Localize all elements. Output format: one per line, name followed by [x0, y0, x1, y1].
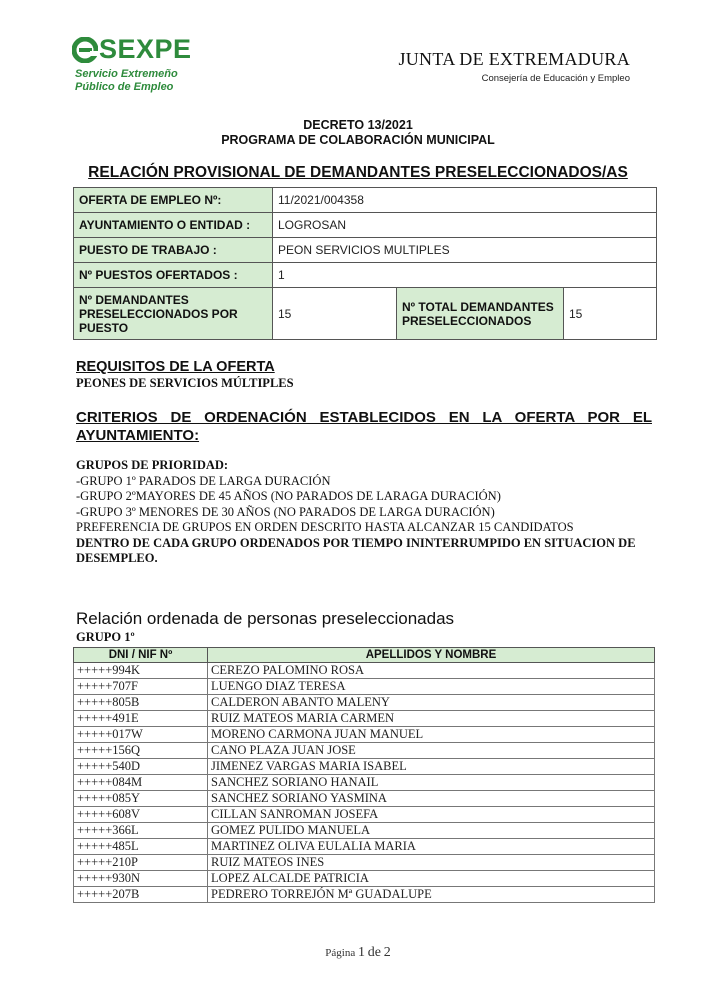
decree-line2: PROGRAMA DE COLABORACIÓN MUNICIPAL — [221, 133, 495, 147]
table-row — [74, 743, 655, 759]
table-row — [74, 188, 657, 213]
nombre-cell: RUIZ MATEOS INES — [208, 855, 655, 871]
total-dem-label: Nº TOTAL DEMANDANTES PRESELECCIONADOS — [397, 288, 564, 340]
junta-subtitle: Consejería de Educación y Empleo — [481, 73, 630, 84]
table-header-row — [74, 648, 655, 663]
dni-cell: +++++994K — [74, 663, 208, 679]
dni-cell: +++++156Q — [74, 743, 208, 759]
table-row — [74, 791, 655, 807]
total-dem-value: 15 — [564, 288, 657, 340]
dentro-text: DENTRO DE CADA GRUPO ORDENADOS POR TIEMPO ININTERRUMPIDO EN SITUACION DE DESEMPLEO. — [76, 535, 636, 565]
dni-cell: +++++540D — [74, 759, 208, 775]
lista-title: Relación ordenada de personas preseleccionadas — [76, 609, 455, 628]
table-row — [74, 213, 657, 238]
grupo-label: GRUPO 1º — [76, 630, 135, 644]
col-nombre-header: APELLIDOS Y NOMBRE — [208, 648, 655, 663]
decree-line1: DECRETO 13/2021 — [303, 118, 413, 132]
num-puestos-label: Nº PUESTOS OFERTADOS : — [74, 263, 273, 288]
dni-cell: +++++485L — [74, 839, 208, 855]
nombre-cell: LUENGO DIAZ TERESA — [208, 679, 655, 695]
nombre-cell: MARTINEZ OLIVA EULALIA MARIA — [208, 839, 655, 855]
candidates-body — [74, 663, 655, 903]
table-row — [74, 238, 657, 263]
page-total: 2 — [383, 945, 391, 960]
num-puestos-value: 1 — [273, 263, 657, 288]
nombre-cell: MORENO CARMONA JUAN MANUEL — [208, 727, 655, 743]
dni-cell: +++++017W — [74, 727, 208, 743]
table-row — [74, 288, 657, 340]
offer-info-table — [73, 187, 657, 340]
criterios-heading-line2: AYUNTAMIENTO: — [76, 427, 200, 444]
logo-subtitle — [75, 68, 178, 94]
nombre-cell: GOMEZ PULIDO MANUELA — [208, 823, 655, 839]
col-dni-header: DNI / NIF Nº — [74, 648, 208, 663]
ayuntamiento-label: AYUNTAMIENTO O ENTIDAD : — [74, 213, 273, 238]
grupo2-text: -GRUPO 2ºMAYORES DE 45 AÑOS (NO PARADOS DE LARAGA DURACIÓN) — [76, 489, 501, 503]
dni-cell: +++++608V — [74, 807, 208, 823]
criterios-heading-line1: CRITERIOS DE ORDENACIÓN ESTABLECIDOS EN LA OFERTA POR EL — [76, 409, 652, 426]
de-label: de — [367, 945, 381, 960]
oferta-label: OFERTA DE EMPLEO Nº: — [74, 188, 273, 213]
requisitos-value: PEONES DE SERVICIOS MÚLTIPLES — [76, 376, 294, 390]
dem-por-puesto-value: 15 — [273, 288, 397, 340]
table-row — [74, 855, 655, 871]
puesto-value: PEON SERVICIOS MULTIPLES — [273, 238, 657, 263]
page-footer — [0, 945, 716, 961]
table-row — [74, 775, 655, 791]
table-row — [74, 759, 655, 775]
nombre-cell: RUIZ MATEOS MARIA CARMEN — [208, 711, 655, 727]
nombre-cell: CEREZO PALOMINO ROSA — [208, 663, 655, 679]
nombre-cell: SANCHEZ SORIANO YASMINA — [208, 791, 655, 807]
table-row — [74, 887, 655, 903]
dni-cell: +++++207B — [74, 887, 208, 903]
logo-name: SEXPE — [99, 34, 192, 64]
dni-cell: +++++084M — [74, 775, 208, 791]
nombre-cell: PEDRERO TORREJÓN Mª GUADALUPE — [208, 887, 655, 903]
grupos-heading: GRUPOS DE PRIORIDAD: — [76, 458, 229, 472]
sexpe-e-icon — [72, 37, 98, 63]
table-row — [74, 695, 655, 711]
table-row — [74, 711, 655, 727]
logo-sub-line1: Servicio Extremeño — [75, 68, 178, 80]
nombre-cell: SANCHEZ SORIANO HANAIL — [208, 775, 655, 791]
nombre-cell: CANO PLAZA JUAN JOSE — [208, 743, 655, 759]
table-row — [74, 727, 655, 743]
junta-header — [398, 49, 630, 84]
oferta-value: 11/2021/004358 — [273, 188, 657, 213]
grupo3-text: -GRUPO 3º MENORES DE 30 AÑOS (NO PARADOS DE LARGA DURACIÓN) — [76, 504, 495, 519]
dni-cell: +++++366L — [74, 823, 208, 839]
table-row — [74, 823, 655, 839]
requisitos-heading: REQUISITOS DE LA OFERTA — [76, 359, 275, 375]
table-row — [74, 663, 655, 679]
decree-heading — [0, 118, 716, 148]
table-row — [74, 263, 657, 288]
table-row — [74, 807, 655, 823]
nombre-cell: LOPEZ ALCALDE PATRICIA — [208, 871, 655, 887]
dni-cell: +++++707F — [74, 679, 208, 695]
puesto-label: PUESTO DE TRABAJO : — [74, 238, 273, 263]
preferencia-text: PREFERENCIA DE GRUPOS EN ORDEN DESCRITO HASTA ALCANZAR 15 CANDIDATOS — [76, 520, 574, 534]
nombre-cell: CILLAN SANROMAN JOSEFA — [208, 807, 655, 823]
table-row — [74, 679, 655, 695]
sexpe-logo — [72, 34, 252, 96]
dni-cell: +++++085Y — [74, 791, 208, 807]
dni-cell: +++++930N — [74, 871, 208, 887]
junta-title: JUNTA DE EXTREMADURA — [398, 49, 630, 69]
candidates-table — [73, 647, 655, 903]
relacion-title: RELACIÓN PROVISIONAL DE DEMANDANTES PRESELECCIONADOS/AS — [88, 164, 628, 181]
nombre-cell: JIMENEZ VARGAS MARIA ISABEL — [208, 759, 655, 775]
page-number: 1 — [357, 945, 365, 960]
pagina-label: Página — [325, 947, 356, 959]
table-row — [74, 839, 655, 855]
criterios-body — [76, 458, 656, 567]
dem-por-puesto-label: Nº DEMANDANTES PRESELECCIONADOS POR PUESTO — [74, 288, 273, 340]
table-row — [74, 871, 655, 887]
nombre-cell: CALDERON ABANTO MALENY — [208, 695, 655, 711]
grupo1-text: -GRUPO 1º PARADOS DE LARGA DURACIÓN — [76, 473, 331, 488]
dni-cell: +++++805B — [74, 695, 208, 711]
ayuntamiento-value: LOGROSAN — [273, 213, 657, 238]
logo-sub-line2: Público de Empleo — [75, 81, 174, 93]
dni-cell: +++++210P — [74, 855, 208, 871]
dni-cell: +++++491E — [74, 711, 208, 727]
